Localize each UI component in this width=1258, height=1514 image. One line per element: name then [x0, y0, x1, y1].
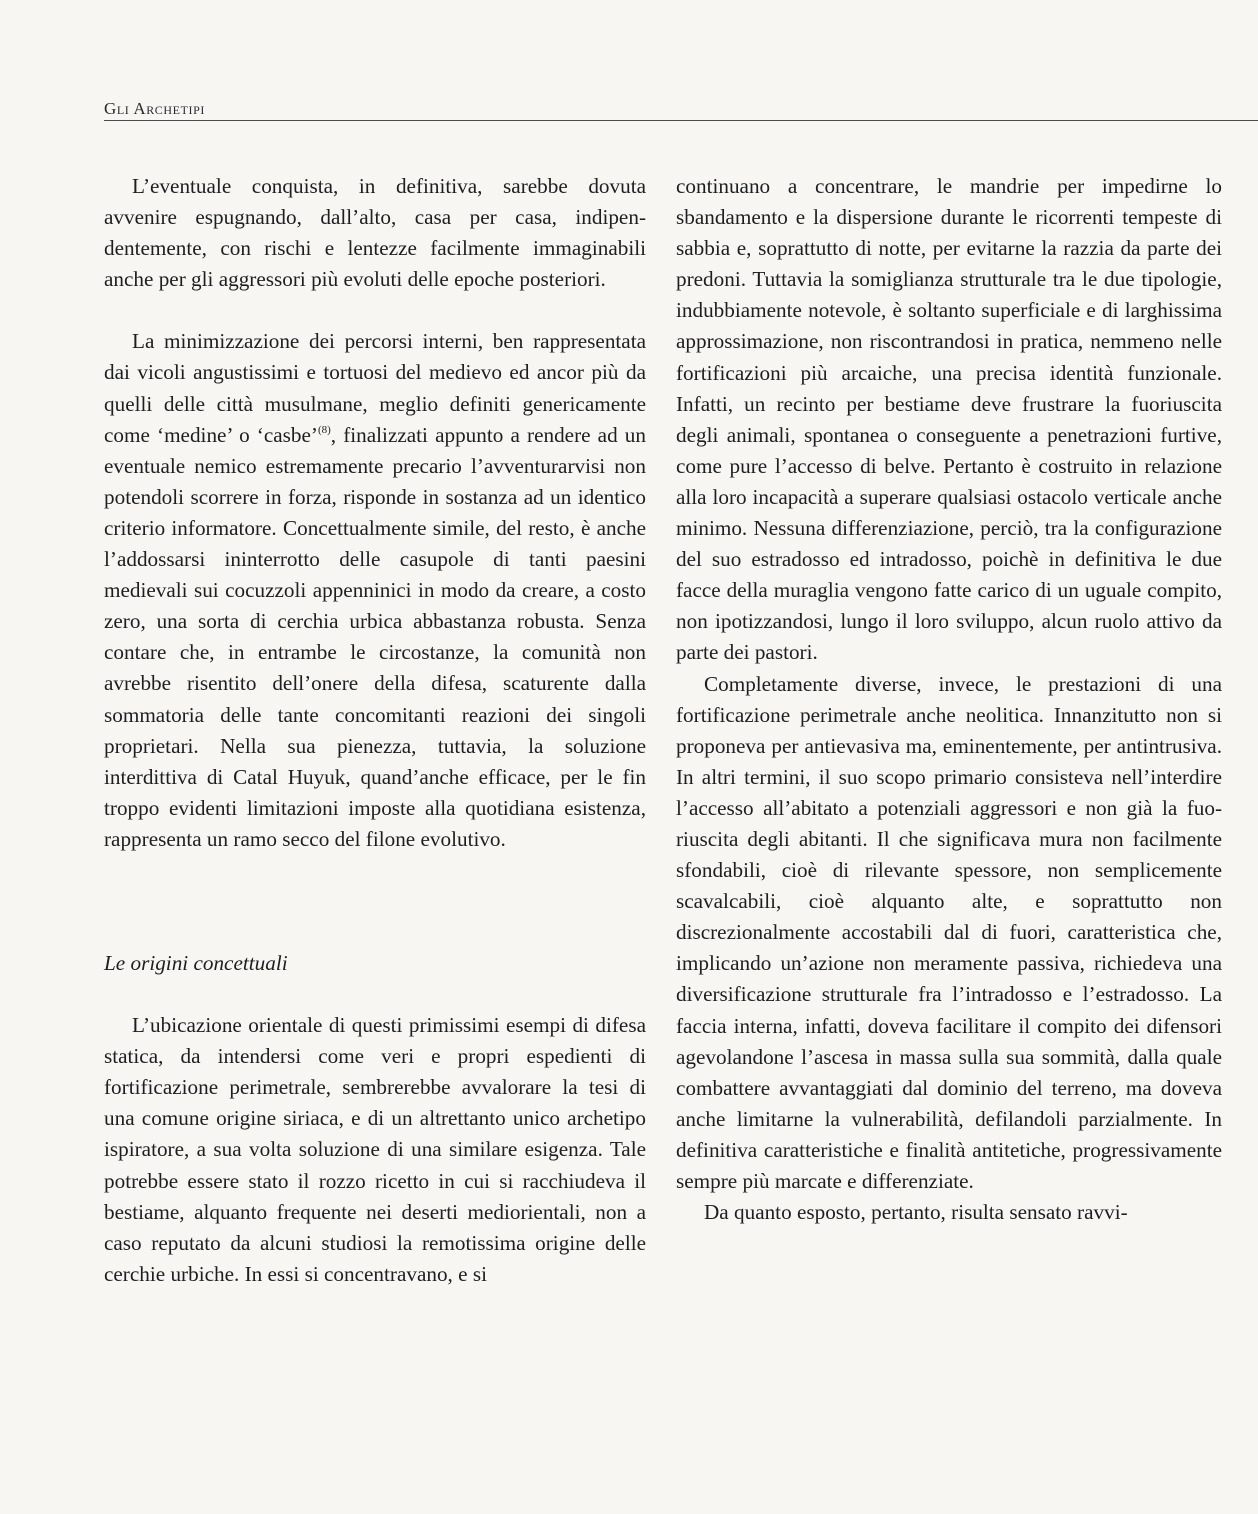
left-column [104, 171, 646, 1290]
paragraph: Completamente diverse, invece, le prestazioni di una fortificazione perimetrale anche neolitica. Innanzitutto non si proponeva per antievasiva ma, eminentemente, per antintrusiva. In altri termini, il suo scopo primario consisteva nell’interdire l’accesso all’abitato a potenziali aggressori e non già la fuoriuscita degli abitanti. Il che significava mura non facilmente sfondabili, cioè di rilevante spessore, non semplicemente scavalcabili, cioè alquanto alte, e soprattutto non discrezionalmente accostabili dal di fuori, caratteristica che, implicando un’azione non meramente passiva, richiedeva una diversificazione strutturale fra l’intradosso e l’estradosso. La faccia interna, infatti, doveva facilitare il compito dei difensori agevolandone l’ascesa in massa sulla sua sommità, dalla quale combattere avvantaggiati dal dominio del terreno, ma doveva anche limitarne la vulnerabilità, defilandoli parzialmente. In definitiva caratteristiche e finalità antitetiche, progressivamente sempre più marcate e differenziate. [676, 671, 1222, 1193]
right-column [676, 171, 1222, 1228]
section-heading: Le origini concettuali [104, 950, 288, 975]
paragraph [104, 326, 646, 855]
footnote-reference: (8) [317, 423, 331, 436]
paragraph: L’eventuale conquista, in definitiva, sarebbe dovuta avvenire espugnando, dall’alto, casa per casa, indipendentemente, con rischi e lentezze facilmente immaginabili anche per gli aggressori più evoluti delle epoche posteriori. [104, 174, 646, 292]
paragraph: Da quanto esposto, pertanto, risulta sensato ravvi- [704, 1200, 1128, 1225]
paragraph: continuano a concentrare, le mandrie per impedirne lo sbandamento e la dispersione durante le ricorrenti tempeste di sabbia e, soprattutto di notte, per evitarne la razzia da parte dei predoni. Tuttavia la somiglianza strutturale tra le due tipologie, indubbiamente notevole, è soltanto superficiale e di larghissima approssimazione, non riscontrandosi in pratica, nemmeno nelle fortificazioni più arcaiche, una precisa identità funzionale. Infatti, un recinto per bestiame deve frustrare la fuoriuscita degli animali, spontanea o conseguente a penetrazioni furtive, come pure l’accesso di belve. Pertanto è costruito in relazione alla loro incapacità a superare qualsiasi ostacolo verticale anche minimo. Nessuna differenziazione, perciò, tra la configurazione del suo estradosso ed intradosso, poichè in definitiva le due facce della muraglia vengono fatte carico di un uguale compito, non ipotizzandosi, lungo il loro sviluppo, alcun ruolo attivo da parte dei pastori. [676, 174, 1222, 665]
paragraph-text: La minimizzazione dei percorsi interni, ben rappresentata dai vicoli angustissimi e tortuosi del medievo ed ancor più da quelli delle città musulmane, meglio definiti genericamente come ‘medine’ o ‘casbe’ [104, 329, 646, 447]
paragraph-text: , finalizzati appunto a rendere ad un eventuale nemico estremamente precario l’avventurarvisi non potendoli scorrere in forza, risponde in sostanza ad un identico criterio informatore. Concettualmente simile, del resto, è anche l’addossarsi ininterrotto delle casupole di tanti paesini medievali sui cocuzzoli appenninici in modo da creare, a costo zero, una sorta di cerchia urbica abbastanza robusta. Senza contare che, in entrambe le circostanze, la comunità non avrebbe risentito dell’onere della difesa, scaturente dalla sommatoria delle tante concomitanti reazioni dei singoli proprietari. Nella sua pienezza, tuttavia, la soluzione interdittiva di Catal Huyuk, quand’anche efficace, per le fin troppo evidenti limitazioni imposte alla quotidiana esistenza, rappresenta un ramo secco del filone evolutivo. [104, 422, 646, 851]
paragraph: L’ubicazione orientale di questi primissimi esempi di difesa statica, da intendersi come veri e propri espedienti di fortificazione perimetrale, sembrerebbe avvalorare la tesi di una comune origine siriaca, e di un altrettanto unico archetipo ispiratore, a sua volta soluzione di una similare esigenza. Tale potrebbe essere stato il rozzo ricetto in cui si racchiudeva il bestiame, alquanto frequente nei deserti mediorientali, non a caso reputato da alcuni studiosi la remotissima origine delle cerchie urbiche. In essi si concentravano, e si [104, 1013, 646, 1286]
running-head: Gli Archetipi [104, 99, 205, 118]
header-rule [104, 120, 1258, 121]
